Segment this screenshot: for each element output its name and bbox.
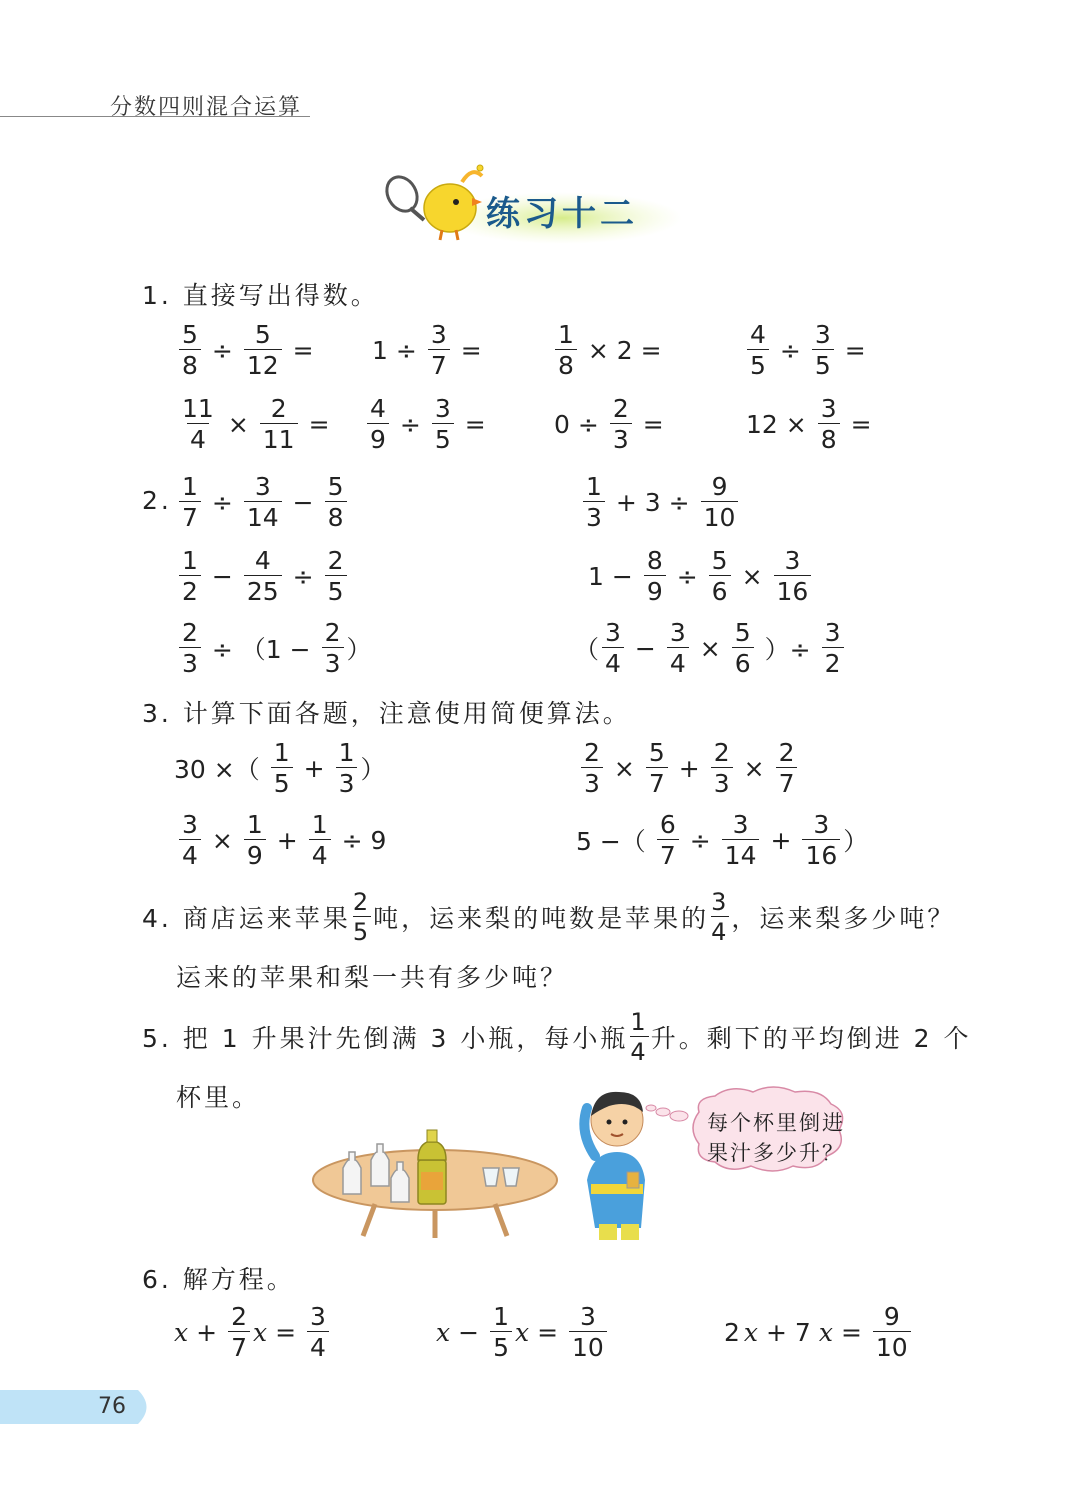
exercise-banner <box>382 158 682 250</box>
question-5-line2: 杯里。 <box>176 1083 261 1112</box>
boy-character-icon <box>584 1092 645 1240</box>
q1-expr-8: 12 × $\frac{3}{8}$ = <box>746 394 872 454</box>
q1-expr-1: $\frac{5}{8}$ ÷ $\frac{5}{12}$ = <box>176 322 322 378</box>
q3-expr-4: 5 −（ $\frac{6}{7}$ ÷ $\frac{3}{14}$ + $\frac{3}{16}$ ） <box>576 810 869 870</box>
question-2-label: 2. <box>142 486 172 515</box>
q2-expr-2: $\frac{1}{3}$ + 3 ÷ $\frac{9}{10}$ <box>580 474 741 530</box>
page-tab-shape <box>0 1390 155 1424</box>
q2-expr-5: $\frac{2}{3}$ ÷ （1 − $\frac{2}{3}$ ） <box>176 620 372 676</box>
q1-expr-3: $\frac{1}{8}$ × 2 = <box>552 322 670 378</box>
question-3-label: 3. 计算下面各题，注意使用简便算法。 <box>142 699 631 728</box>
question-5-text: 5. 把 1 升果汁先倒满 3 小瓶，每小瓶 $\frac{1}{4}$ 升。剩下的平均倒进 2 个 <box>142 1008 972 1066</box>
q3-expr-3: $\frac{3}{4}$ × $\frac{1}{9}$ + $\frac{1}{4}$ ÷ 9 <box>176 812 394 868</box>
q1-expr-4: $\frac{4}{5}$ ÷ $\frac{3}{5}$ = <box>744 322 874 378</box>
page-number-tab <box>0 1390 155 1424</box>
bubble-line-2: 果汁多少升？ <box>707 1141 845 1165</box>
tennis-racket-icon <box>382 171 424 220</box>
q3-expr-2: $\frac{2}{3}$ × $\frac{5}{7}$ + $\frac{2}{3}$ × $\frac{2}{7}$ <box>578 740 800 796</box>
q1-expr-2: 1 ÷ $\frac{3}{7}$ = <box>372 320 482 380</box>
q3-expr-1: 30 ×（ $\frac{1}{5}$ + $\frac{1}{3}$ ） <box>174 738 386 798</box>
q1-expr-5: $\frac{11}{4}$ × $\frac{2}{11}$ = <box>182 394 330 454</box>
q2-expr-1: $\frac{1}{7}$ ÷ $\frac{3}{14}$ − $\frac{5}{8}$ <box>176 474 350 530</box>
q2-expr-6: （ $\frac{3}{4}$ − $\frac{3}{4}$ × $\frac{5}{6}$ ）÷ $\frac{3}{2}$ <box>574 620 847 676</box>
section-header <box>0 86 310 120</box>
q1-expr-7: 0 ÷ $\frac{2}{3}$ = <box>554 394 664 454</box>
section-title: 分数四则混合运算 <box>110 95 303 120</box>
q1-expr-6: $\frac{4}{9}$ ÷ $\frac{3}{5}$ = <box>364 396 494 452</box>
q2-expr-4: 1 − $\frac{8}{9}$ ÷ $\frac{5}{6}$ × $\frac{3}{16}$ <box>580 548 814 604</box>
question-1-label: 1. 直接写出得数。 <box>142 281 379 310</box>
exercise-title: 练习十二 <box>486 194 638 234</box>
q6-equation-2: x − $\frac{1}{5}$ x = $\frac{3}{10}$ <box>436 1304 610 1360</box>
question-4-text: 4. 商店运来苹果 $\frac{2}{5}$ 吨，运来梨的吨数是苹果的 $\frac{3}{4}$ ，运来梨多少吨？ <box>142 888 956 946</box>
question-4-line2: 运来的苹果和梨一共有多少吨？ <box>176 963 569 992</box>
bubble-line-1: 每个杯里倒进 <box>707 1111 845 1135</box>
juice-table-illustration <box>305 1060 885 1240</box>
juice-bottle-icon <box>418 1130 446 1204</box>
q2-expr-3: $\frac{1}{2}$ − $\frac{4}{25}$ ÷ $\frac{2}{5}$ <box>176 548 350 604</box>
q6-equation-1: x + $\frac{2}{7}$ x = $\frac{3}{4}$ <box>174 1304 332 1360</box>
thought-dots-icon <box>646 1105 688 1121</box>
question-6-label: 6. 解方程。 <box>142 1265 295 1294</box>
page-number: 76 <box>98 1394 126 1419</box>
q6-equation-3: 2 x + 7 x = $\frac{9}{10}$ <box>724 1304 914 1360</box>
